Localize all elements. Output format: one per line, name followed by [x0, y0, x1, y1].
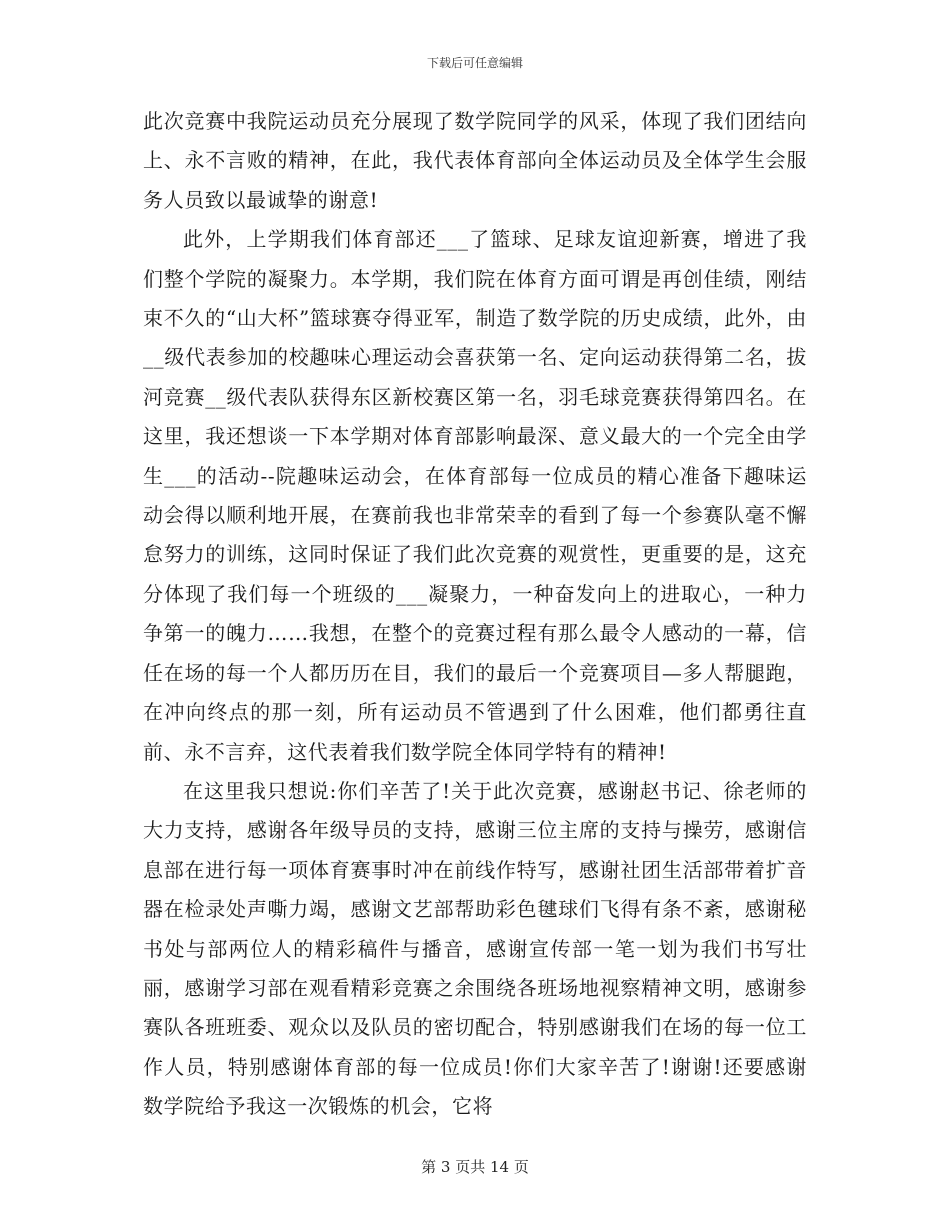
paragraph-1: 此次竞赛中我院运动员充分展现了数学院同学的风采，体现了我们团结向上、永不言败的精神，在此，我代表体育部向全体运动员及全体学生会服务人员致以最诚挚的谢意!	[143, 109, 807, 212]
paragraph-3: 在这里我只想说:你们辛苦了!关于此次竞赛，感谢赵书记、徐老师的大力支持，感谢各年级导员的支持，感谢三位主席的支持与操劳，感谢信息部在进行每一项体育赛事时冲在前线作特写，感谢社团生活部带着扩音器在检录处声嘶力竭，感谢文艺部帮助彩色毽球们飞得有条不紊，感谢秘书处与部两位人的精彩稿件与播音，感谢宣传部一笔一划为我们书写壮丽，感谢学习部在观看精彩竞赛之余围绕各班场地视察精神文明，感谢参赛队各班班委、观众以及队员的密切配合，特别感谢我们在场的每一位工作人员，特别感谢体育部的每一位成员!你们大家辛苦了!谢谢!还要感谢数学院给予我这一次锻炼的机会，它将	[143, 778, 807, 1119]
page-footer: 第 3 页共 14 页	[421, 1158, 529, 1176]
document-body	[143, 102, 807, 1127]
paragraph-2: 此外，上学期我们体育部还___了篮球、足球友谊迎新赛，增进了我们整个学院的凝聚力。本学期，我们院在体育方面可谓是再创佳绩，刚结束不久的“山大杯”篮球赛夺得亚军，制造了数学院的历史成绩，此外，由__级代表参加的校趣味心理运动会喜获第一名、定向运动获得第二名，拔河竞赛__级代表队获得东区新校赛区第一名，羽毛球竞赛获得第四名。在这里，我还想谈一下本学期对体育部影响最深、意义最大的一个完全由学生___的活动--院趣味运动会，在体育部每一位成员的精心准备下趣味运动会得以顺利地开展，在赛前我也非常荣幸的看到了每一个参赛队毫不懈怠努力的训练，这同时保证了我们此次竞赛的观赏性，更重要的是，这充分体现了我们每一个班级的___凝聚力，一种奋发向上的进取心，一种力争第一的魄力……我想，在整个的竞赛过程有那么最令人感动的一幕，信任在场的每一个人都历历在目，我们的最后一个竞赛项目—多人帮腿跑，在冲向终点的那一刻，所有运动员不管遇到了什么困难，他们都勇往直前、永不言弃，这代表着我们数学院全体同学特有的精神!	[143, 227, 807, 764]
page-header: 下载后可任意编辑	[426, 56, 523, 70]
